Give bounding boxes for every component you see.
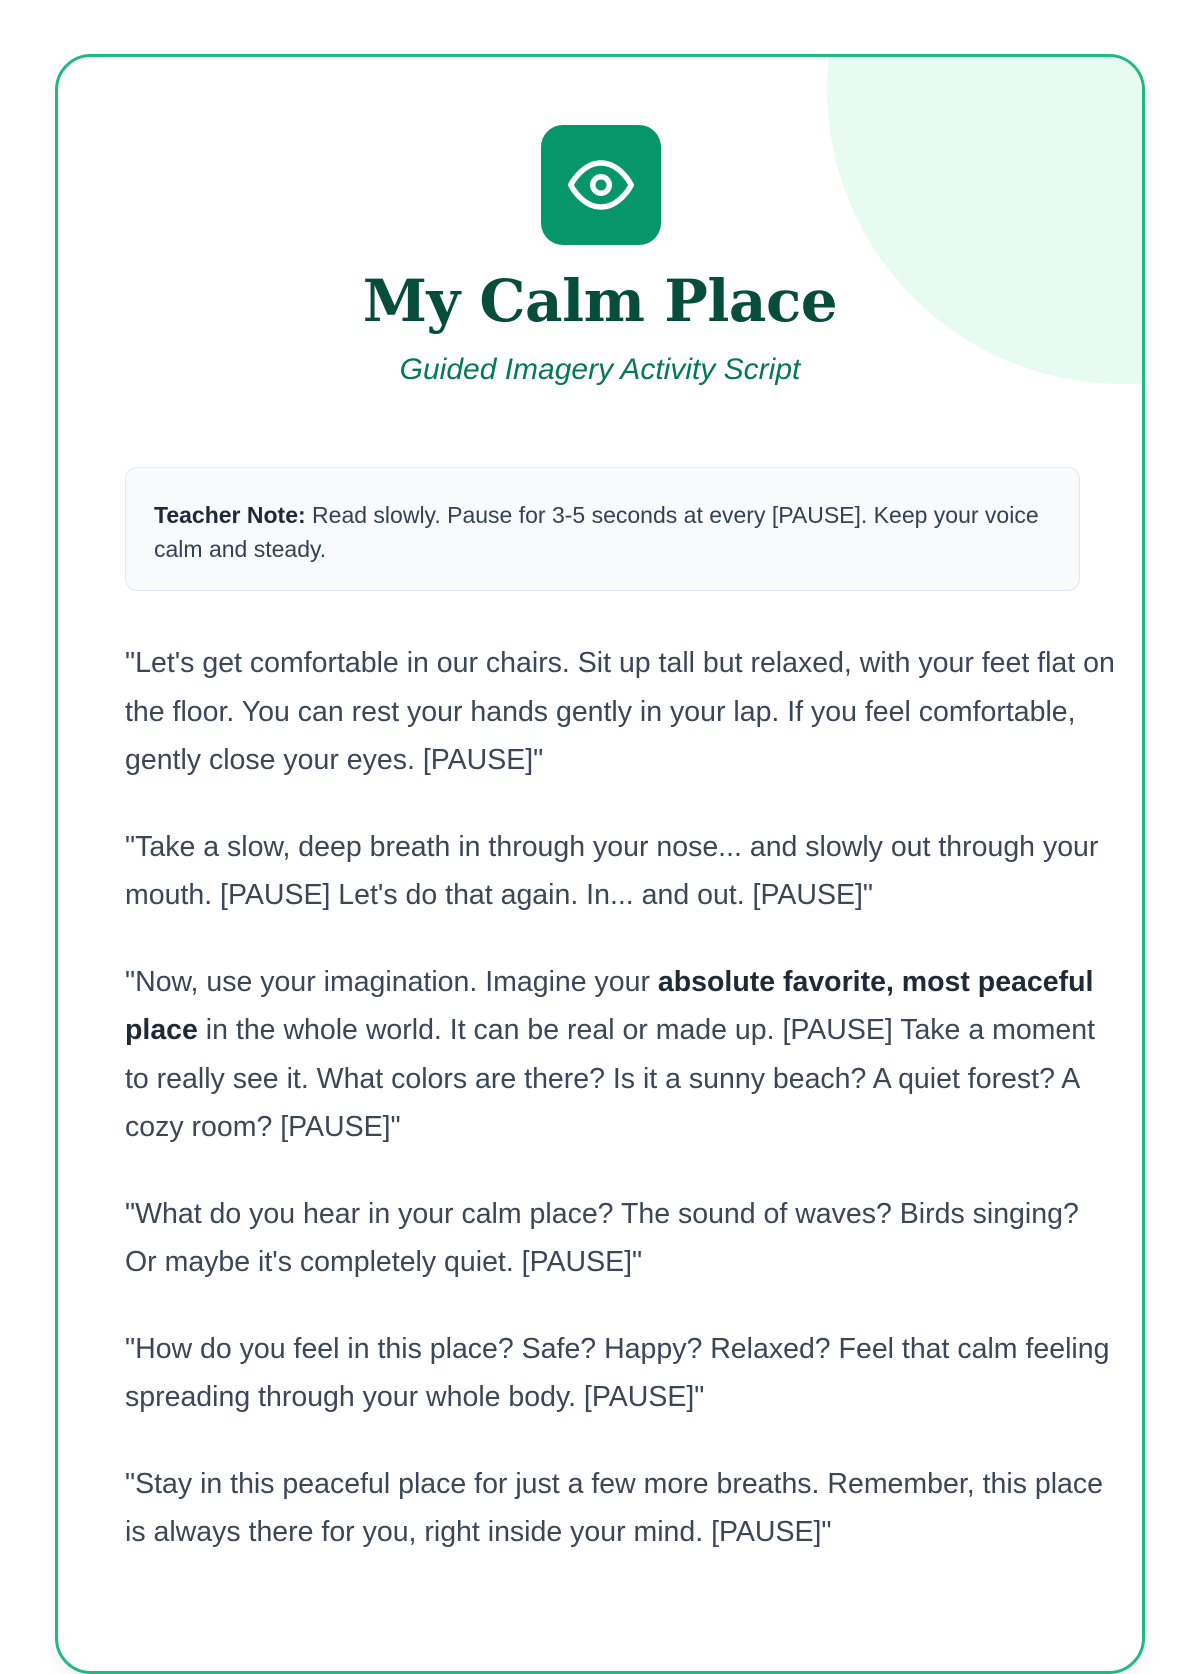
script-paragraph-6: "Stay in this peaceful place for just a few more breaths. Remember, this place is always there for you, right inside your mind. [PAUSE]" <box>125 1467 1104 1548</box>
paragraph-3-emphasis: absolute favorite, most peaceful place <box>125 965 1094 1046</box>
paragraph-3-intro: "Now, use your imagination. Imagine your <box>125 965 658 998</box>
script-body <box>125 639 1115 1595</box>
teacher-note-text: Read slowly. Pause for 3-5 seconds at every [PAUSE]. Keep your voice calm and steady. <box>154 502 1039 562</box>
script-paragraph-2: "Take a slow, deep breath in through your nose... and slowly out through your mouth. [PAUSE] Let's do that again. In... and out. [PAUSE]" <box>125 830 1099 911</box>
script-paragraph-4: "What do you hear in your calm place? The sound of waves? Birds singing? Or maybe it's completely quiet. [PAUSE]" <box>125 1197 1079 1278</box>
teacher-note <box>125 467 1080 591</box>
eye-icon <box>568 152 634 218</box>
script-paragraph-5: "How do you feel in this place? Safe? Happy? Relaxed? Feel that calm feeling spreading through your whole body. [PAUSE]" <box>125 1332 1110 1413</box>
script-paragraph-1: "Let's get comfortable in our chairs. Sit up tall but relaxed, with your feet flat on the floor. You can rest your hands gently in your lap. If you feel comfortable, gently close your eyes. [PAUSE]" <box>125 647 1115 776</box>
page-subtitle: Guided Imagery Activity Script <box>399 353 801 386</box>
paragraph-3-rest: in the whole world. It can be real or made up. [PAUSE] Take a moment to really see it. What colors are there? Is it a sunny beach? A quiet forest? A cozy room? [PAUSE]" <box>125 1014 1096 1143</box>
page-title: My Calm Place <box>362 267 838 335</box>
script-paragraph-3 <box>125 958 1115 1152</box>
teacher-note-label: Teacher Note: <box>154 502 306 528</box>
header-icon-badge <box>541 125 661 245</box>
script-card <box>55 54 1145 1674</box>
